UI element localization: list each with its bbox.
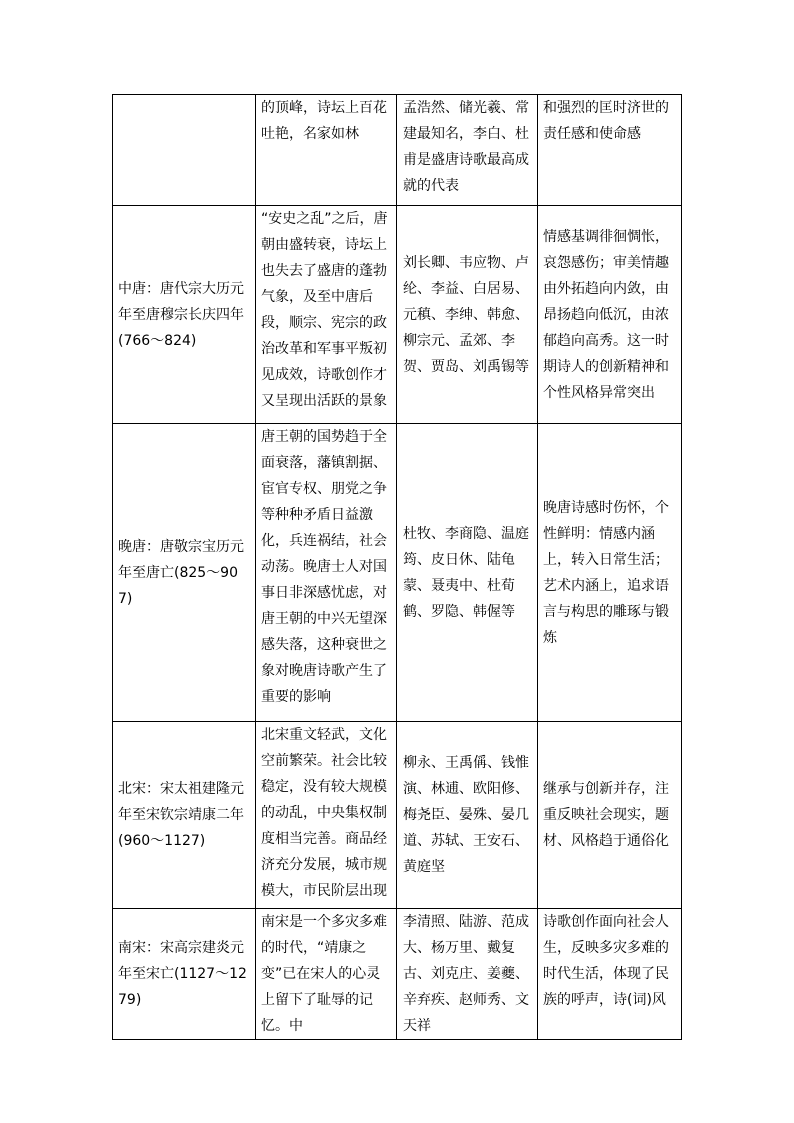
poets-cell: 杜牧、李商隐、温庭筠、皮日休、陆龟蒙、聂夷中、杜荀鹤、罗隐、韩偓等 [397,424,538,722]
period-cell: 南宋：宋高宗建炎元年至宋亡(1127～1279) [113,909,256,1040]
background-cell: 的顶峰，诗坛上百花吐艳，名家如林 [256,95,397,206]
poets-cell: 李清照、陆游、范成大、杨万里、戴复古、刘克庄、姜夔、辛弃疾、赵师秀、文天祥 [397,909,538,1040]
period-cell [113,95,256,206]
background-cell: 唐王朝的国势趋于全面衰落，藩镇割据、宦官专权、朋党之争等种种矛盾日益激化，兵连祸结，社会动荡。晚唐士人对国事日非深感忧虑，对唐王朝的中兴无望深感失落，这种衰世之象对晚唐诗歌产生了重要的影响 [256,424,397,722]
background-cell: 北宋重文轻武，文化空前繁荣。社会比较稳定，没有较大规模的动乱，中央集权制度相当完善。商品经济充分发展，城市规模大，市民阶层出现 [256,722,397,909]
background-cell: 南宋是一个多灾多难的时代，“靖康之变”已在宋人的心灵上留下了耻辱的记忆。中 [256,909,397,1040]
poets-cell: 柳永、王禹偁、钱惟演、林逋、欧阳修、梅尧臣、晏殊、晏几道、苏轼、王安石、黄庭坚 [397,722,538,909]
table-row [113,909,682,1040]
background-cell: “安史之乱”之后，唐朝由盛转衰，诗坛上也失去了盛唐的蓬勃气象，及至中唐后段，顺宗、宪宗的政治改革和军事平叛初见成效，诗歌创作才又呈现出活跃的景象 [256,206,397,424]
period-cell: 北宋：宋太祖建隆元年至宋钦宗靖康二年(960～1127) [113,722,256,909]
features-cell: 和强烈的匡时济世的责任感和使命感 [538,95,682,206]
features-cell: 情感基调徘徊惆怅，哀怨感伤；审美情趣由外拓趋向内敛，由昂扬趋向低沉，由浓郁趋向高秀。这一时期诗人的创新精神和个性风格异常突出 [538,206,682,424]
table-row [113,424,682,722]
features-cell: 晚唐诗感时伤怀，个性鲜明：情感内涵上，转入日常生活；艺术内涵上，追求语言与构思的雕琢与锻炼 [538,424,682,722]
poets-cell: 刘长卿、韦应物、卢纶、李益、白居易、元稹、李绅、韩愈、柳宗元、孟郊、李贺、贾岛、刘禹锡等 [397,206,538,424]
table-row [113,722,682,909]
features-cell: 诗歌创作面向社会人生，反映多灾多难的时代生活，体现了民族的呼声，诗(词)风 [538,909,682,1040]
features-cell: 继承与创新并存，注重反映社会现实，题材、风格趋于通俗化 [538,722,682,909]
period-cell: 晚唐：唐敬宗宝历元年至唐亡(825～907) [113,424,256,722]
table-row [113,206,682,424]
table-row [113,95,682,206]
history-poetry-table [112,94,682,1040]
period-cell: 中唐：唐代宗大历元年至唐穆宗长庆四年(766～824) [113,206,256,424]
poets-cell: 孟浩然、储光羲、常建最知名，李白、杜甫是盛唐诗歌最高成就的代表 [397,95,538,206]
